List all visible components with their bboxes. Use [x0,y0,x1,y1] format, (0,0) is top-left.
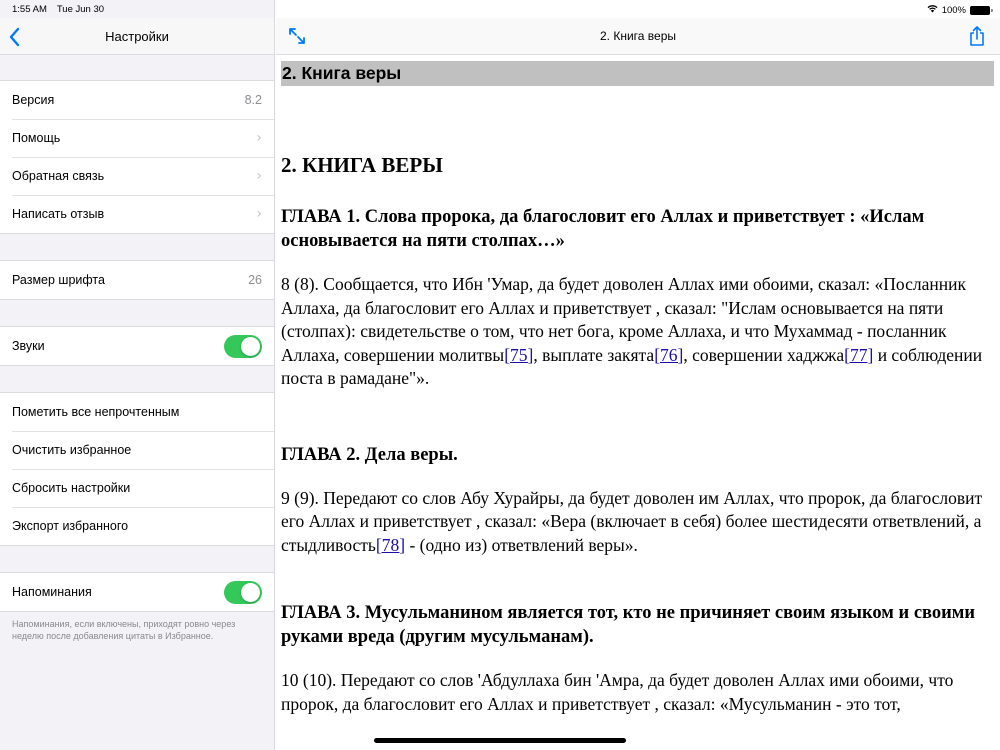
settings-group-font [0,260,274,300]
chevron-right-icon: › [256,168,262,184]
font-size-value: 26 [248,273,262,287]
status-date: Tue Jun 30 [56,4,105,15]
chapter-3-title: ГЛАВА 3. Мусульманином является тот, кто не причиняет своим языком и своими руками вреда (другим мусульманам). [281,603,976,647]
footnote-link-75[interactable]: [75] [504,344,534,365]
sounds-toggle[interactable] [224,335,262,358]
share-button[interactable] [968,25,986,47]
row-font-size[interactable] [0,261,274,299]
footnote-link-76[interactable]: [76] [654,344,684,365]
footnote-link-77[interactable]: [77] [844,344,874,365]
reader-title: 2. Книга веры [600,29,676,43]
battery-percent: 100% [941,4,966,16]
settings-group-actions [0,392,274,546]
row-mark-all-unread[interactable] [0,393,274,431]
row-label: Версия [12,93,55,107]
sidebar-nav-bar [0,18,274,55]
settings-group-sounds [0,326,274,366]
hadith-8 [281,273,994,391]
version-value: 8.2 [244,93,262,107]
chapter-1-title: ГЛАВА 1. Слова пророка, да благословит его Аллах и приветствует : «Ислам основывается на пяти столпах…» [281,207,925,251]
hadith-text: , совершении хаджжа [683,344,845,365]
document-body [281,61,994,716]
status-bar [0,0,1000,18]
row-label: Сбросить настройки [12,481,131,495]
row-label: Помощь [12,131,61,145]
hadith-text: , выплате закята [533,344,655,365]
wifi-icon [927,4,938,16]
hadith-text: 10 (10). Передают со слов 'Абдуллаха бин 'Амра, да будет доволен Аллах ими обоими, что пророк, да благословит его Аллах и приветствует , сказал: «Мусульманин - это тот, [281,670,954,714]
row-label: Написать отзыв [12,207,105,221]
row-label: Пометить все непрочтенным [12,405,180,419]
row-sounds [0,327,274,365]
hadith-text: - (одно из) ответвлений веры». [405,534,638,555]
row-label: Напоминания [12,585,92,599]
hadith-text: и соблюдении поста в рамадане"». [281,344,983,388]
row-label: Экспорт избранного [12,519,129,533]
row-label: Очистить избранное [12,443,132,457]
sidebar-title: Настройки [105,29,169,44]
status-time: 1:55 AM [12,4,47,15]
row-label: Обратная связь [12,169,105,183]
chevron-right-icon: › [256,130,262,146]
row-label: Размер шрифта [12,273,105,287]
section-banner: 2. Книга веры [281,61,994,86]
row-version [0,81,274,119]
chapter-2-title: ГЛАВА 2. Дела веры. [281,444,458,465]
settings-group-reminders [0,572,274,612]
book-heading: 2. КНИГА ВЕРЫ [281,153,443,177]
hadith-9 [281,487,994,558]
chevron-right-icon: › [256,206,262,222]
reader-pane [276,0,1000,750]
row-export-favorites[interactable] [0,507,274,545]
row-clear-favorites[interactable] [0,431,274,469]
reminders-footer-note: Напоминания, если включены, приходят ровно через неделю после добавления цитаты в Избранное. [12,619,236,641]
row-write-review[interactable] [0,195,274,233]
battery-icon [970,6,990,15]
reader-nav-bar [276,18,1000,55]
home-indicator[interactable] [374,738,626,743]
footnote-link-78[interactable]: [78] [375,534,406,555]
hadith-text: 8 (8). Сообщается, что Ибн 'Умар, да будет доволен Аллах ими обоими, сказал: «Посланник Аллаха, да благословит его Аллах и приветствует , сказал: "Ислам основывается на пяти (столпах): свидетельстве о том, что нет бога, кроме Аллаха, и что Мухаммад - посланник Аллаха, совершении молитвы [281,274,966,365]
hadith-10 [281,669,994,716]
share-icon [968,25,986,47]
row-reset-settings[interactable] [0,469,274,507]
row-reminders [0,573,274,611]
row-feedback[interactable] [0,157,274,195]
row-label: Звуки [12,339,45,353]
settings-group-info [0,80,274,234]
reminders-toggle[interactable] [224,581,262,604]
settings-sidebar [0,0,275,750]
row-help[interactable] [0,119,274,157]
hadith-text: 9 (9). Передают со слов Абу Хурайры, да будет доволен им Аллах, что пророк, да благословит его Аллах и приветствует , сказал: «Вера (включает в себя) более шестидесяти ответвлений, а стыдливость [281,487,983,555]
